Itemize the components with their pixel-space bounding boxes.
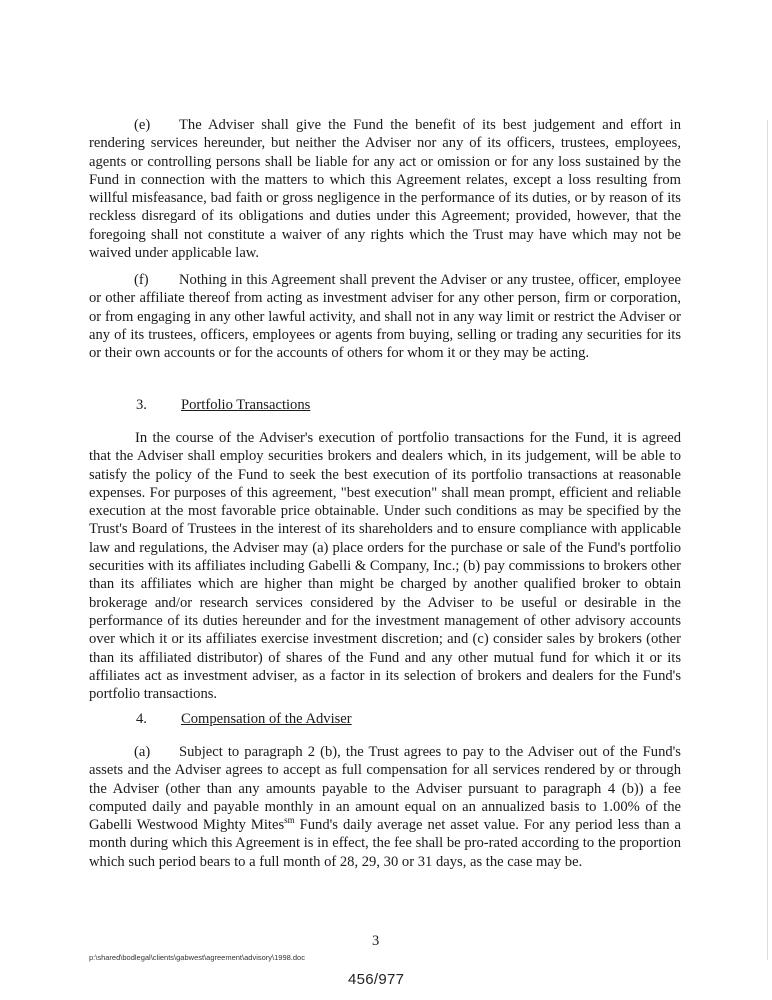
page-number: 3 bbox=[372, 933, 380, 949]
document-page-counter: 456/977 bbox=[348, 971, 405, 988]
service-mark-superscript: sm bbox=[284, 815, 295, 826]
section-4-number: 4. bbox=[136, 711, 147, 727]
section-4a-text-after: Fund's daily average net asset value. For any period less than a month during which this Agreement is in effect, the fee shall be pro-rated according to the proportion which such period bears to a full month of 28, 29, 30 or 31 days, as the case may be. bbox=[89, 817, 681, 870]
scan-edge-line bbox=[767, 120, 768, 960]
section-4a-label: (a) bbox=[134, 744, 151, 760]
section-4a-paragraph bbox=[89, 743, 681, 871]
paragraph-e-text: The Adviser shall give the Fund the benefit of its best judgement and effort in rendering services hereunder, but neither the Adviser nor any of its officers, trustees, employees, agents or controlling persons shall be liable for any act or omission or for any loss sustained by the Fund in connection with the matters to which this Agreement relates, except a loss resulting from willful misfeasance, bad faith or gross negligence in the performance of its duties, or by reason of its reckless disregard of its obligations and duties under this Agreement; provided, however, that the foregoing shall not constitute a waiver of any rights which the Trust may have which may not be waived under applicable law. bbox=[89, 117, 681, 262]
section-4-heading bbox=[136, 710, 352, 728]
section-4-title: Compensation of the Adviser bbox=[181, 711, 352, 727]
paragraph-e bbox=[89, 116, 681, 262]
paragraph-f-label: (f) bbox=[134, 272, 149, 288]
paragraph-f bbox=[89, 271, 681, 362]
file-path-footer: p:\shared\bodlegal\clients\gabwest\agreement\advisory\1998.doc bbox=[89, 953, 305, 962]
paragraph-f-text: Nothing in this Agreement shall prevent the Adviser or any trustee, officer, employee or other affiliate thereof from acting as investment adviser for any other person, firm or corporation, or from engaging in any other lawful activity, and shall not in any way limit or restrict the Adviser or any of its trustees, officers, employees or agents from buying, selling or trading any securities for its or their own accounts or for the accounts of others for whom it or they may be acting. bbox=[89, 272, 681, 362]
paragraph-e-label: (e) bbox=[134, 117, 151, 133]
section-3-title: Portfolio Transactions bbox=[181, 397, 311, 413]
section-4a-text-before: Subject to paragraph 2 (b), the Trust agrees to pay to the Adviser out of the Fund's assets and the Adviser agrees to accept as full compensation for all services rendered by or through the Adviser (other than any amounts payable to the Adviser pursuant to paragraph 4 (b)) a fee computed daily and payable monthly in an amount equal on an annualized basis to 1.00% of the Gabelli Westwood Mighty Mites bbox=[89, 744, 681, 834]
section-3-number: 3. bbox=[136, 397, 147, 413]
section-3-body: In the course of the Adviser's execution of portfolio transactions for the Fund, it is agreed that the Adviser shall employ securities brokers and dealers which, in its judgement, will be able to satisfy the policy of the Fund to seek the best execution of its portfolio transactions at reasonable expenses. For purposes of this agreement, "best execution" shall mean prompt, efficient and reliable execution at the most favorable price obtainable. Under such conditions as may be specified by the Trust's Board of Trustees in the interest of its shareholders and to ensure compliance with applicable law and regulations, the Adviser may (a) place orders for the purchase or sale of the Fund's portfolio securities with its affiliates including Gabelli & Company, Inc.; (b) pay commissions to brokers other than its affiliates which are higher than might be charged by another qualified broker to obtain brokerage and/or research services considered by the Adviser to be useful or desirable in the performance of its duties hereunder and for the investment management of other advisory accounts over which it or its affiliates exercise investment discretion; and (c) consider sales by brokers (other than its affiliated distributor) of shares of the Fund and any other mutual fund for which it or its affiliates act as investment adviser, as a factor in its selection of brokers and dealers for the Fund's portfolio transactions. bbox=[89, 430, 681, 703]
section-3-heading bbox=[136, 396, 310, 414]
